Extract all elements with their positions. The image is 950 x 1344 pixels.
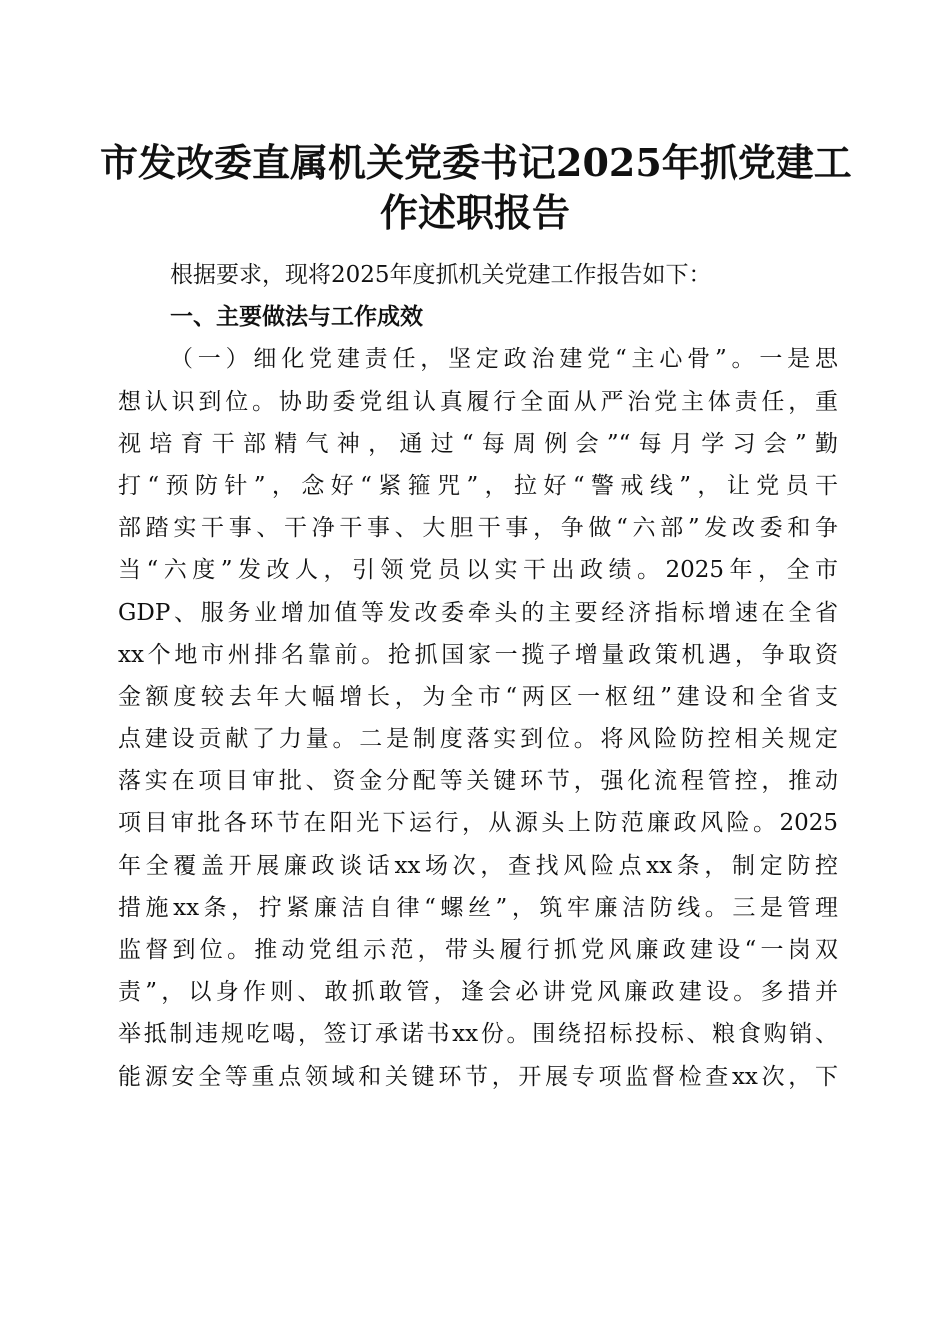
title-line-2: 作述职报告: [379, 190, 570, 235]
title-line-1: 市发改委直属机关党委书记2025年抓党建工: [100, 140, 852, 185]
paragraph-line: 责”，以身作则、敢抓敢管，逢会必讲党风廉政建设。多措并: [118, 979, 838, 1006]
paragraph-line: xx个地市州排名靠前。抢抓国家一揽子增量政策机遇，争取资: [118, 641, 838, 668]
paragraph-line: 能源安全等重点领域和关键环节，开展专项监督检查xx次，下: [118, 1063, 838, 1090]
paragraph-line: 想认识到位。协助委党组认真履行全面从严治党主体责任，重: [118, 388, 838, 415]
paragraph-line: 落实在项目审批、资金分配等关键环节，强化流程管控，推动: [118, 768, 838, 795]
paragraph-line: 点建设贡献了力量。二是制度落实到位。将风险防控相关规定: [118, 726, 838, 753]
paragraph-line: 项目审批各环节在阳光下运行，从源头上防范廉政风险。2025: [118, 810, 838, 837]
paragraph-line: 金额度较去年大幅增长，为全市“两区一枢纽”建设和全省支: [118, 683, 838, 710]
paragraph-line: 当“六度”发改人，引领党员以实干出政绩。2025年，全市: [118, 557, 838, 584]
paragraph-line: 措施xx条，拧紧廉洁自律“螺丝”，筑牢廉洁防线。三是管理: [118, 894, 838, 921]
paragraph-line: GDP、服务业增加值等发改委牵头的主要经济指标增速在全省: [118, 599, 838, 626]
document-title: [100, 138, 850, 238]
paragraph-line: 打“预防针”，念好“紧箍咒”，拉好“警戒线”，让党员干: [118, 472, 838, 499]
paragraph-line: 年全覆盖开展廉政谈话xx场次，查找风险点xx条，制定防控: [118, 852, 838, 879]
intro-paragraph: 根据要求，现将2025年度抓机关党建工作报告如下：: [170, 262, 712, 288]
paragraph-line: 视培育干部精气神，通过“每周例会”“每月学习会”勤: [118, 430, 838, 457]
paragraph-line: 监督到位。推动党组示范，带头履行抓党风廉政建设“一岗双: [118, 937, 838, 963]
paragraph-line: 部踏实干事、干净干事、大胆干事，争做“六部”发改委和争: [118, 515, 838, 542]
section-heading: 一、主要做法与工作成效: [170, 304, 423, 331]
paragraph-line: 举抵制违规吃喝，签订承诺书xx份。围绕招标投标、粮食购销、: [118, 1021, 838, 1048]
paragraph-line: （一）细化党建责任，坚定政治建党“主心骨”。一是思: [170, 346, 838, 373]
document-body: [118, 254, 838, 1098]
